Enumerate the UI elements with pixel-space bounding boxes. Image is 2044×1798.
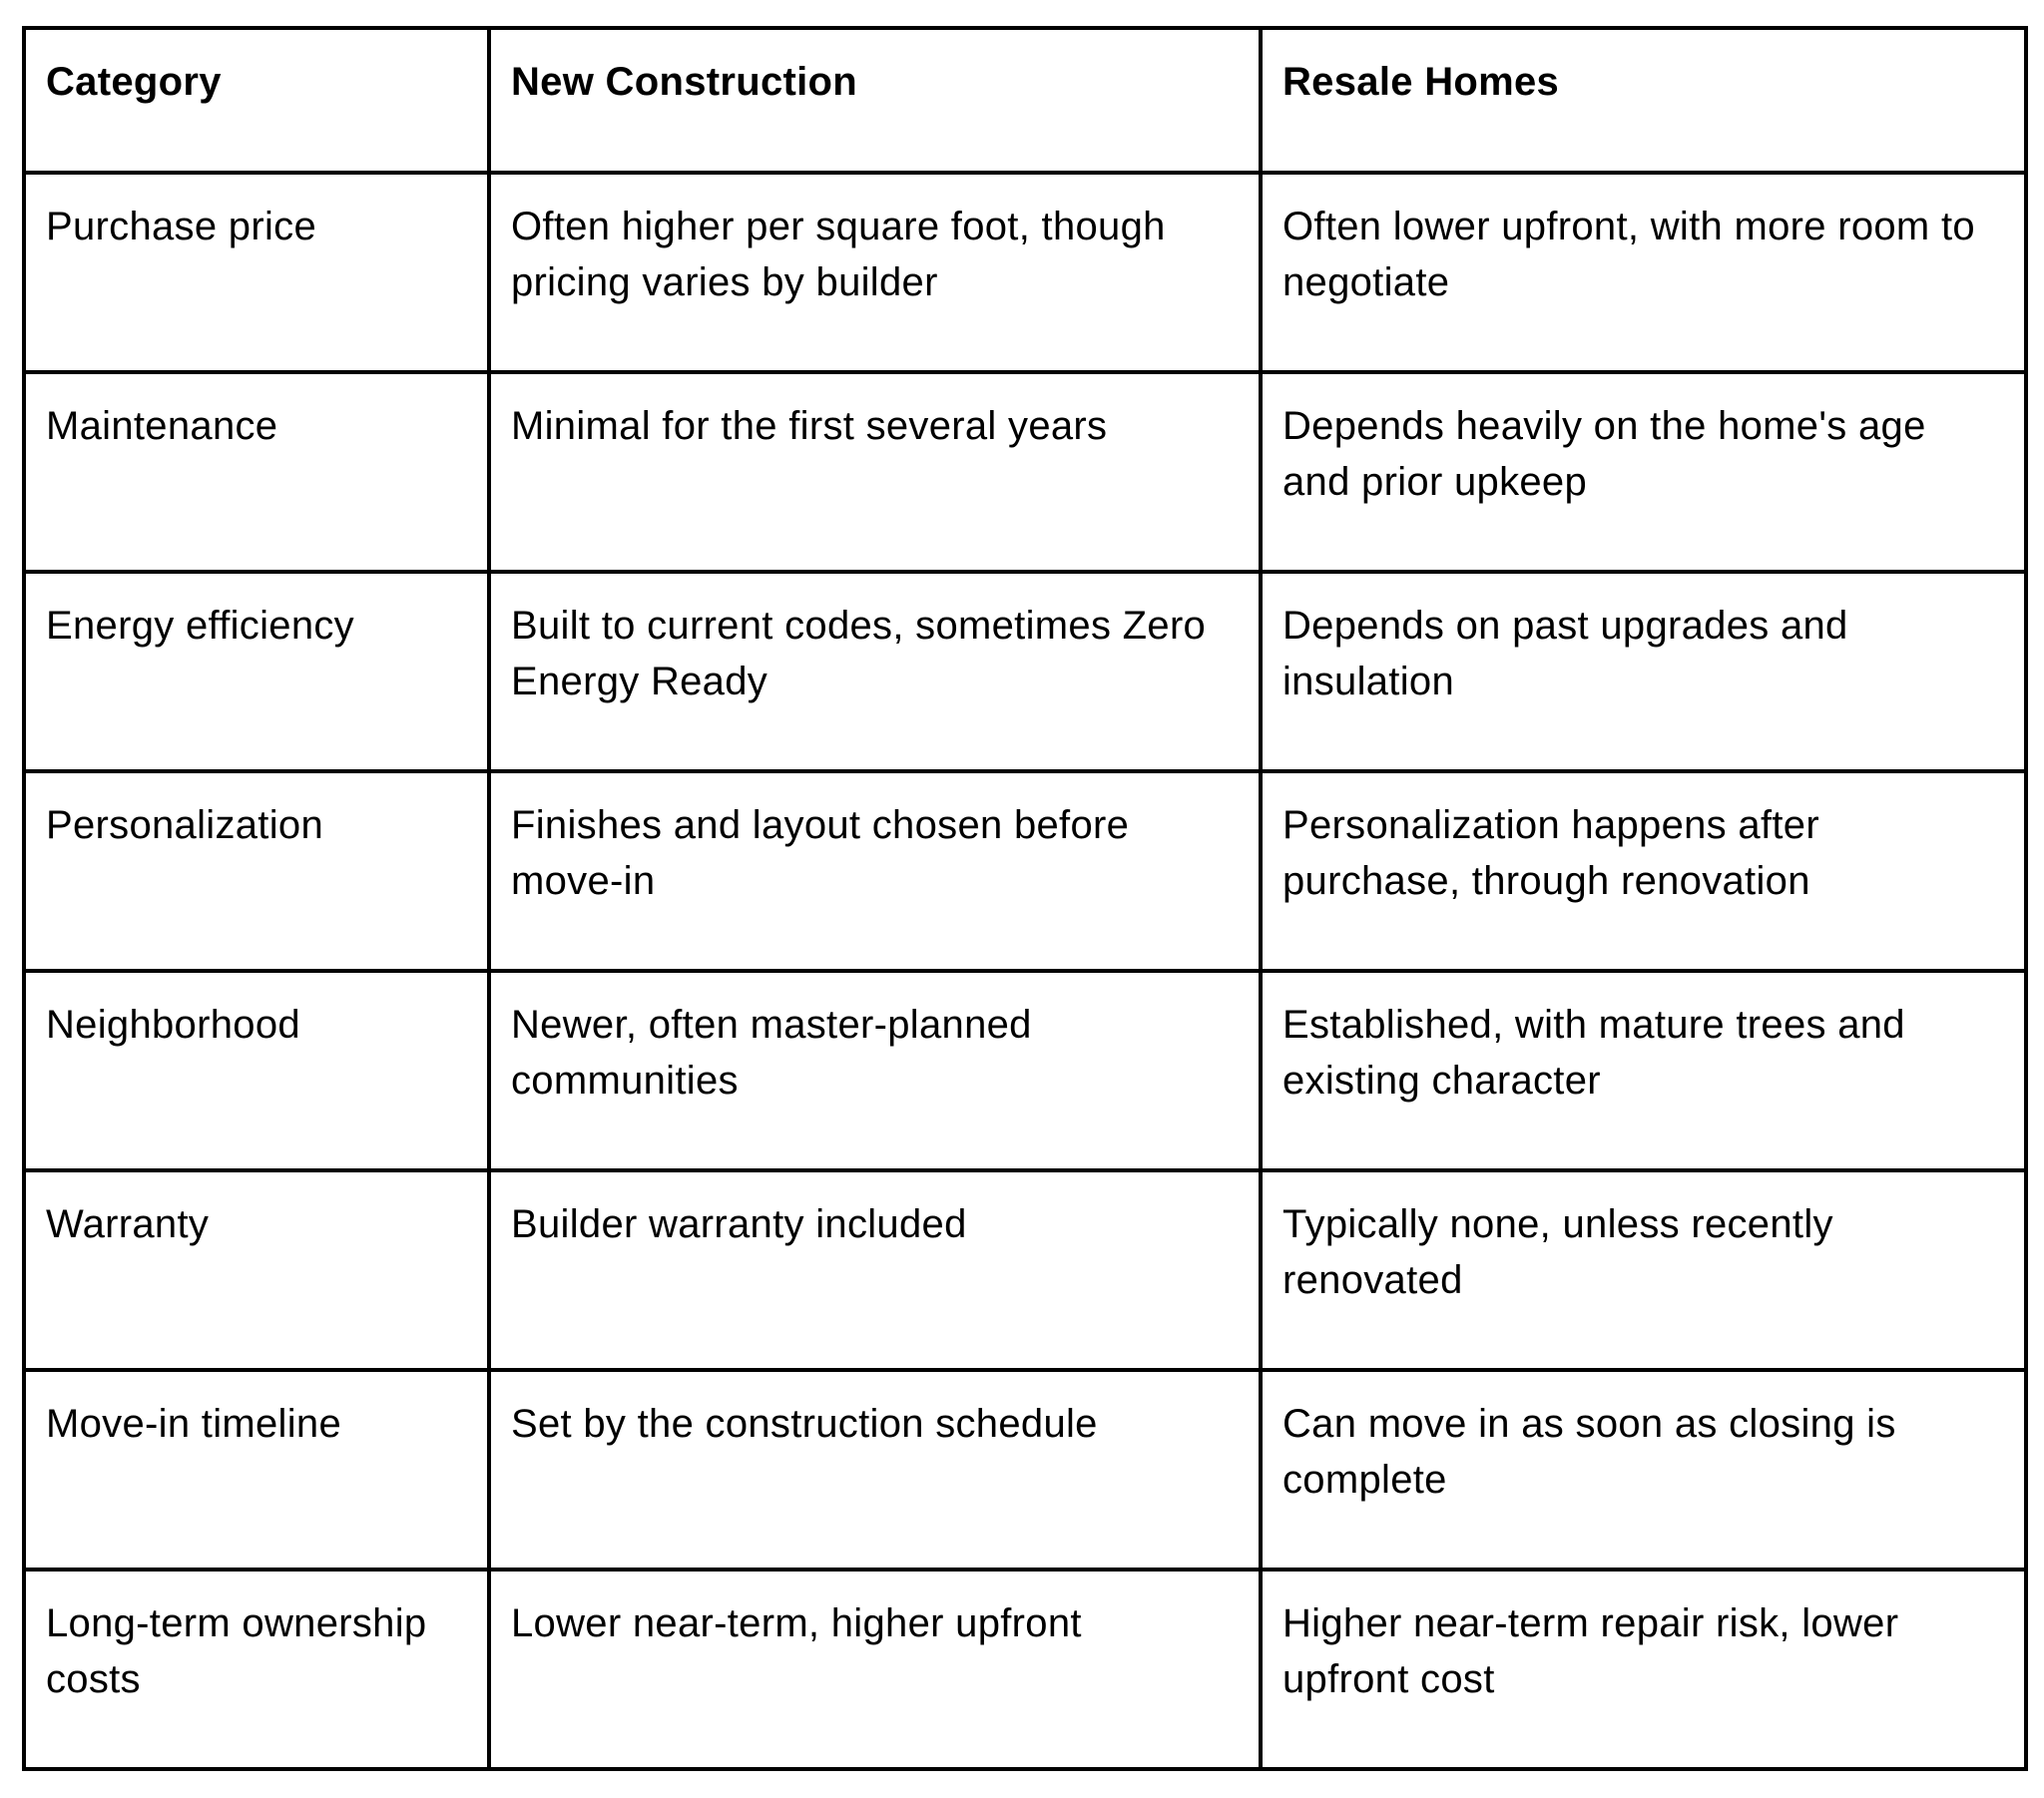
resale-homes-cell: Can move in as soon as closing is complete — [1261, 1370, 2026, 1570]
table-row — [24, 572, 2026, 771]
table-body — [24, 173, 2026, 1769]
new-construction-cell: Set by the construction schedule — [489, 1370, 1261, 1570]
category-cell: Purchase price — [24, 173, 489, 372]
resale-homes-cell: Higher near-term repair risk, lower upfront cost — [1261, 1570, 2026, 1769]
table-row — [24, 971, 2026, 1170]
resale-homes-cell: Often lower upfront, with more room to negotiate — [1261, 173, 2026, 372]
comparison-table-container — [22, 26, 2028, 1771]
resale-homes-cell: Established, with mature trees and existing character — [1261, 971, 2026, 1170]
header-resale-homes: Resale Homes — [1261, 28, 2026, 173]
category-cell: Energy efficiency — [24, 572, 489, 771]
table-header — [24, 28, 2026, 173]
category-cell: Neighborhood — [24, 971, 489, 1170]
category-cell: Long-term ownership costs — [24, 1570, 489, 1769]
header-new-construction: New Construction — [489, 28, 1261, 173]
table-row — [24, 771, 2026, 971]
new-construction-cell: Finishes and layout chosen before move-in — [489, 771, 1261, 971]
table-row — [24, 173, 2026, 372]
new-construction-cell: Builder warranty included — [489, 1170, 1261, 1370]
new-construction-cell: Newer, often master-planned communities — [489, 971, 1261, 1170]
header-category: Category — [24, 28, 489, 173]
table-row — [24, 1370, 2026, 1570]
new-construction-cell: Built to current codes, sometimes Zero Energy Ready — [489, 572, 1261, 771]
table-row — [24, 372, 2026, 572]
resale-homes-cell: Depends on past upgrades and insulation — [1261, 572, 2026, 771]
category-cell: Maintenance — [24, 372, 489, 572]
new-construction-cell: Often higher per square foot, though pricing varies by builder — [489, 173, 1261, 372]
resale-homes-cell: Personalization happens after purchase, through renovation — [1261, 771, 2026, 971]
resale-homes-cell: Depends heavily on the home's age and prior upkeep — [1261, 372, 2026, 572]
category-cell: Personalization — [24, 771, 489, 971]
new-construction-cell: Minimal for the first several years — [489, 372, 1261, 572]
new-construction-cell: Lower near-term, higher upfront — [489, 1570, 1261, 1769]
header-row — [24, 28, 2026, 173]
category-cell: Move-in timeline — [24, 1370, 489, 1570]
table-row — [24, 1170, 2026, 1370]
table-row — [24, 1570, 2026, 1769]
comparison-table — [22, 26, 2028, 1771]
resale-homes-cell: Typically none, unless recently renovated — [1261, 1170, 2026, 1370]
category-cell: Warranty — [24, 1170, 489, 1370]
